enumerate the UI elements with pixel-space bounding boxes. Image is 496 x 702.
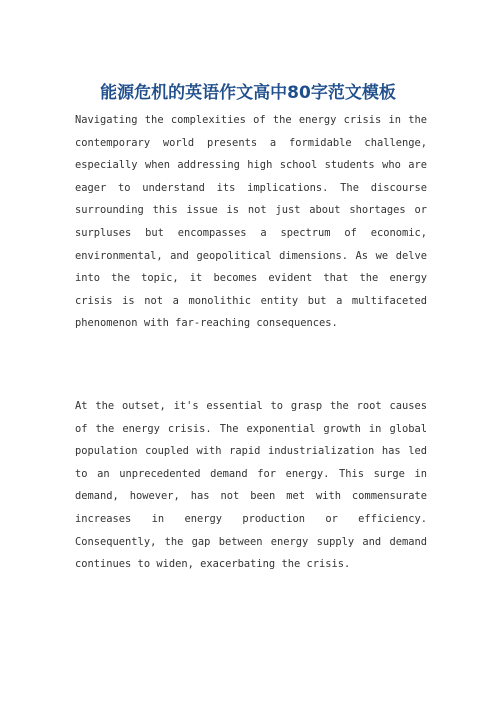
paragraph-root-causes: At the outset, it's essential to grasp the root causes of the energy crisis. The exponential growth in global population coupled with rapid industrialization has led to an unprecedented demand for energy. This surge in demand, however, has not been met with commensurate increases in energy production or efficiency. Consequently, the gap between energy supply and demand continues to widen, exacerbating the crisis. [75,400,427,571]
document-title: 能源危机的英语作文高中80字范文模板 [100,83,396,103]
paragraph-intro: Navigating the complexities of the energy crisis in the contemporary world presents a formidable challenge, especially when addressing high school students who are eager to understand its implications. The discourse surrounding this issue is not just about shortages or surpluses but encompasses a spectrum of economic, environmental, and geopolitical dimensions. As we delve into the topic, it becomes evident that the energy crisis is not a monolithic entity but a multifaceted phenomenon with far-reaching consequences. [75,114,427,330]
